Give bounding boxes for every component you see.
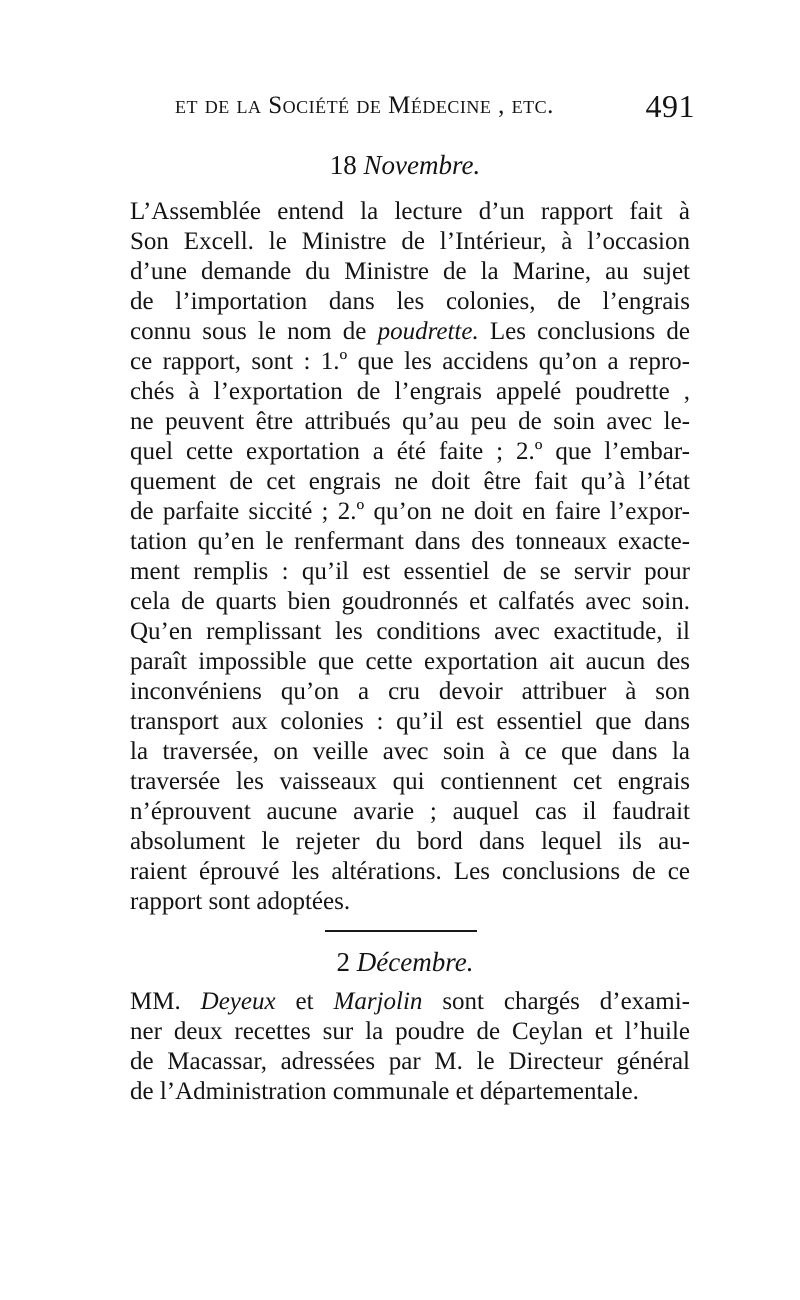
text-line: de l’Administration communale et départementale. — [130, 1078, 639, 1105]
text-line: chés à l’exportation de l’engrais appelé poudrette , — [130, 378, 690, 405]
text-line: ment remplis : qu’il est essentiel de se servir pour — [130, 558, 690, 585]
text-line: absolument le rejeter du bord dans lequel ils au- — [130, 828, 690, 855]
date-day: 2 — [336, 947, 351, 977]
text-line: Qu’en remplissant les conditions avec exactitude, il — [130, 618, 690, 645]
paragraph — [130, 987, 690, 1107]
text-line: ce rapport, sont : 1.º que les accidens qu’on a repro- — [130, 348, 690, 375]
text-line: quel cette exportation a été faite ; 2.º que l’embar- — [130, 438, 690, 465]
date-heading — [5, 947, 800, 978]
text-line: ner deux recettes sur la poudre de Ceylan et l’huile — [130, 1018, 690, 1045]
date-heading — [5, 150, 800, 181]
text-line: tation qu’en le renfermant dans des tonneaux exacte- — [130, 528, 690, 555]
date-month: Décembre. — [356, 947, 474, 977]
text-line: L’Assemblée entend la lecture d’un rapport fait à — [130, 198, 690, 225]
text-line: la traversée, on veille avec soin à ce que dans la — [130, 738, 690, 765]
text-line: inconvéniens qu’on a cru devoir attribuer à son — [130, 678, 690, 705]
text-line: ne peuvent être attribués qu’au peu de soin avec le- — [130, 408, 690, 435]
text-line: cela de quarts bien goudronnés et calfatés avec soin. — [130, 588, 690, 615]
person-name: Marjolin — [333, 988, 423, 1015]
text-line-mixed — [130, 987, 690, 1017]
text-line: de l’importation dans les colonies, de l’engrais — [130, 288, 690, 315]
paragraph — [130, 197, 690, 917]
text-line: raient éprouvé les altérations. Les conclusions de ce — [130, 858, 690, 885]
text-line: Son Excell. le Ministre de l’Intérieur, à l’occasion — [130, 228, 690, 255]
date-day: 18 — [329, 150, 357, 180]
section-divider — [325, 930, 477, 932]
date-month: Novembre. — [363, 150, 481, 180]
text-line: de Macassar, adressées par M. le Directeur général — [130, 1048, 690, 1075]
text-line-mixed — [130, 317, 690, 347]
page-number: 491 — [645, 88, 695, 124]
text-segment: connu sous le nom de — [130, 318, 378, 345]
text-segment: sont chargés d’exami- — [422, 988, 690, 1015]
running-head — [175, 88, 695, 132]
text-segment: et — [275, 988, 334, 1015]
text-line: de parfaite siccité ; 2.º qu’on ne doit en faire l’expor- — [130, 498, 690, 525]
text-line: quement de cet engrais ne doit être fait qu’à l’état — [130, 468, 690, 495]
running-head-title: et de la Société de Médecine , etc. — [175, 92, 554, 119]
text-line: transport aux colonies : qu’il est essentiel que dans — [130, 708, 690, 735]
text-segment: Les conclusions de — [478, 318, 690, 345]
text-line: n’éprouvent aucune avarie ; auquel cas il faudrait — [130, 798, 690, 825]
person-name: Deyeux — [200, 988, 276, 1015]
text-line: paraît impossible que cette exportation ait aucun des — [130, 648, 690, 675]
text-line: d’une demande du Ministre de la Marine, au sujet — [130, 258, 690, 285]
text-segment: MM. — [130, 988, 201, 1015]
text-line: traversée les vaisseaux qui contiennent cet engrais — [130, 768, 690, 795]
italic-term: poudrette. — [377, 318, 479, 345]
text-line: rapport sont adoptées. — [130, 888, 351, 915]
